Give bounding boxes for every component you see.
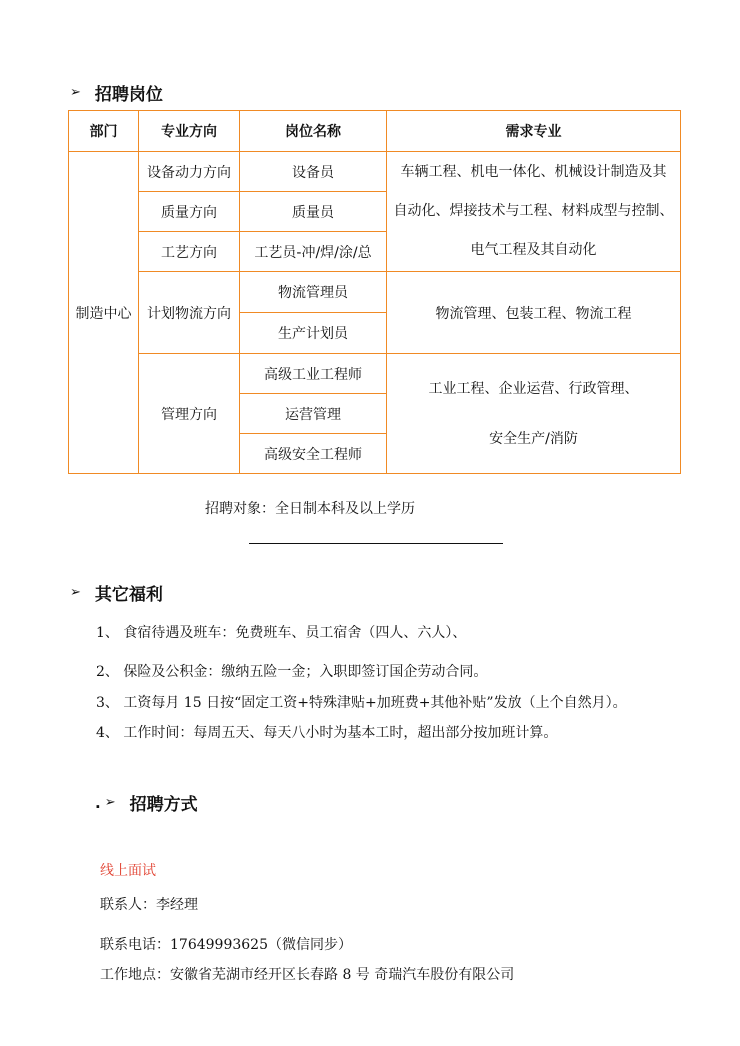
recruit-target: 招聘对象：全日制本科及以上学历 [205, 501, 415, 517]
department-cell: 制造中心 [69, 152, 139, 474]
section-title: 其它福利 [94, 585, 163, 605]
table-row [69, 152, 681, 192]
header-cell: 岗位名称 [240, 111, 387, 152]
major-line: 工业工程、企业运营、行政管理、 [428, 380, 639, 397]
section-title: 招聘岗位 [94, 85, 163, 105]
positions-table [68, 110, 681, 474]
direction-cell: 设备动力方向 [139, 152, 240, 192]
table-header-row [69, 111, 681, 152]
benefit-item: 3、 工资每月 15 日按“固定工资+特殊津贴+加班费+其他补贴”发放（上个自然月）。 [96, 695, 627, 711]
direction-cell: 计划物流方向 [139, 272, 240, 354]
section-heading-positions [70, 80, 163, 105]
interview-mode: 线上面试 [100, 863, 156, 879]
header-cell: 需求专业 [387, 111, 681, 152]
contact-person: 联系人：李经理 [100, 897, 198, 913]
direction-cell: 工艺方向 [139, 232, 240, 272]
header-cell: 部门 [69, 111, 139, 152]
majors-cell [387, 152, 681, 272]
position-cell: 高级工业工程师 [240, 354, 387, 394]
direction-cell: 管理方向 [139, 354, 240, 474]
section-heading-method [95, 790, 198, 815]
table-row [69, 354, 681, 394]
position-cell: 质量员 [240, 192, 387, 232]
majors-cell [387, 354, 681, 474]
major-line: 电气工程及其自动化 [470, 242, 597, 258]
section-heading-benefits [70, 580, 163, 605]
benefit-item: 4、 工作时间：每周五天、每天八小时为基本工时，超出部分按加班计算。 [96, 725, 558, 741]
direction-cell: 质量方向 [139, 192, 240, 232]
arrow-bullet-icon: ➢ [70, 585, 81, 600]
header-cell: 专业方向 [139, 111, 240, 152]
table-row [69, 272, 681, 313]
position-cell: 设备员 [240, 152, 387, 192]
work-address: 工作地点：安徽省芜湖市经开区长春路 8 号 奇瑞汽车股份有限公司 [100, 967, 515, 983]
benefit-item: 2、 保险及公积金：缴纳五险一金；入职即签订国企劳动合同。 [96, 664, 488, 680]
majors-cell: 物流管理、包装工程、物流工程 [387, 272, 681, 354]
arrow-bullet-icon: ➢ [104, 795, 116, 810]
benefit-item: 1、 食宿待遇及班车：免费班车、员工宿舍（四人、六人）、 [96, 625, 467, 641]
divider-line [249, 543, 503, 544]
position-cell: 生产计划员 [240, 313, 387, 354]
position-cell: 高级安全工程师 [240, 434, 387, 474]
major-line: 自动化、焊接技术与工程、材料成型与控制、 [393, 203, 674, 219]
position-cell: 工艺员-冲/焊/涂/总 [240, 232, 387, 272]
major-line: 安全生产/消防 [489, 430, 578, 447]
contact-phone: 联系电话：17649993625（微信同步） [100, 937, 352, 953]
position-cell: 物流管理员 [240, 272, 387, 313]
position-cell: 运营管理 [240, 394, 387, 434]
arrow-bullet-icon: ➢ [70, 85, 81, 100]
major-line: 车辆工程、机电一体化、机械设计制造及其 [400, 164, 667, 180]
dot-prefix: . [95, 793, 101, 812]
section-title: 招聘方式 [129, 795, 198, 815]
